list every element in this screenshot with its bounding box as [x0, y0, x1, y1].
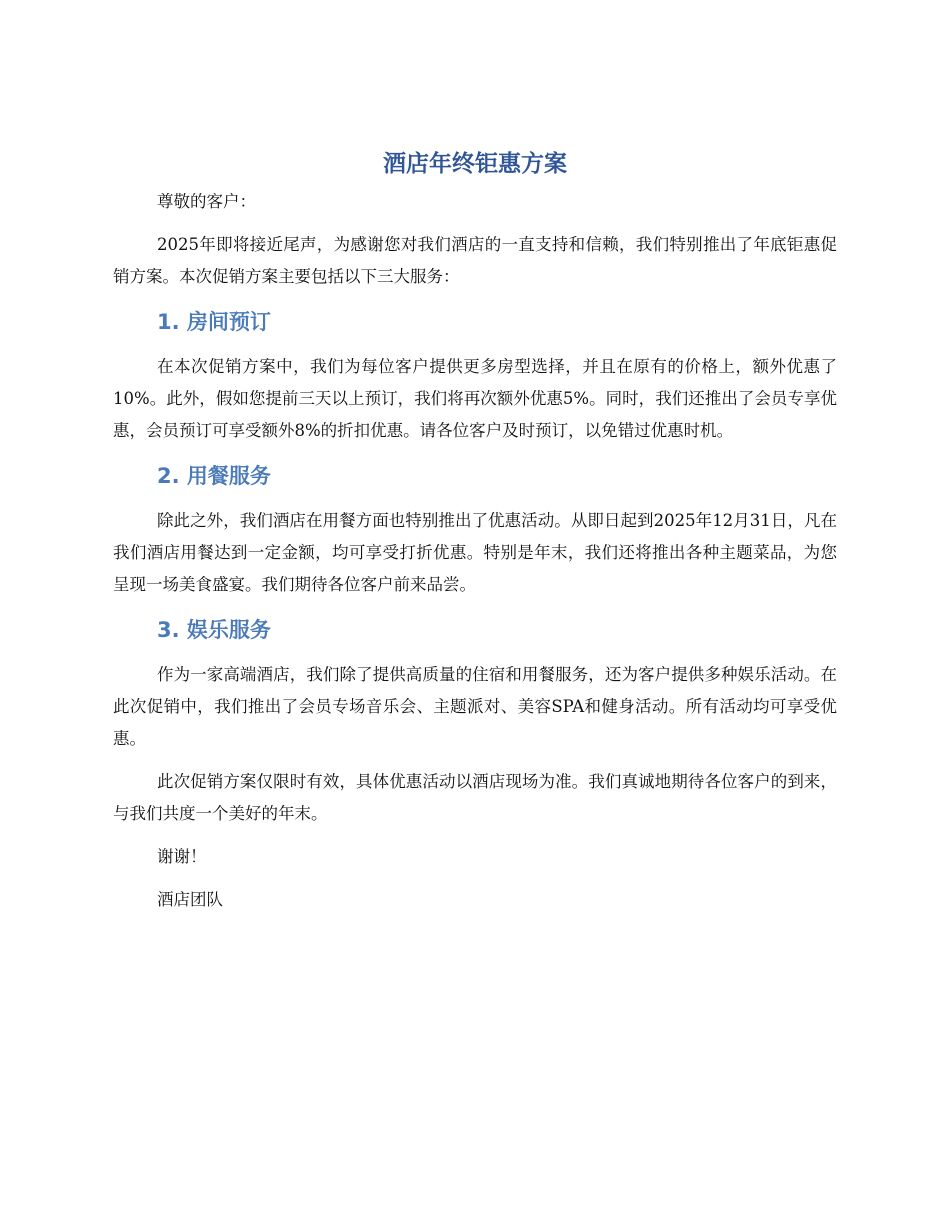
greeting: 尊敬的客户： — [157, 192, 256, 211]
section-heading-entertainment: 3. 娱乐服务 — [157, 618, 271, 642]
thanks-line: 谢谢！ — [157, 847, 207, 866]
intro-paragraph: 2025年即将接近尾声，为感谢您对我们酒店的一直支持和信赖，我们特别推出了年底钜惠促销方案。本次促销方案主要包括以下三大服务： — [113, 235, 837, 286]
document-title: 酒店年终钜惠方案 — [383, 151, 567, 177]
closing-paragraph: 此次促销方案仅限时有效，具体优惠活动以酒店现场为准。我们真诚地期待各位客户的到来，与我们共度一个美好的年末。 — [113, 772, 837, 823]
section-body-dining: 除此之外，我们酒店在用餐方面也特别推出了优惠活动。从即日起到2025年12月31日，凡在我们酒店用餐达到一定金额，均可享受打折优惠。特别是年末，我们还将推出各种主题菜品，为您呈现一场美食盛宴。我们期待各位客户前来品尝。 — [113, 511, 837, 594]
section-heading-dining: 2. 用餐服务 — [157, 464, 271, 488]
document-content — [113, 142, 837, 916]
section-body-rooms: 在本次促销方案中，我们为每位客户提供更多房型选择，并且在原有的价格上，额外优惠了10%。此外，假如您提前三天以上预订，我们将再次额外优惠5%。同时，我们还推出了会员专享优惠，会员预订可享受额外8%的折扣优惠。请各位客户及时预订，以免错过优惠时机。 — [113, 357, 837, 440]
signature: 酒店团队 — [157, 890, 223, 909]
section-body-entertainment: 作为一家高端酒店，我们除了提供高质量的住宿和用餐服务，还为客户提供多种娱乐活动。在此次促销中，我们推出了会员专场音乐会、主题派对、美容SPA和健身活动。所有活动均可享受优惠。 — [113, 665, 837, 748]
section-heading-rooms: 1. 房间预订 — [157, 310, 271, 334]
